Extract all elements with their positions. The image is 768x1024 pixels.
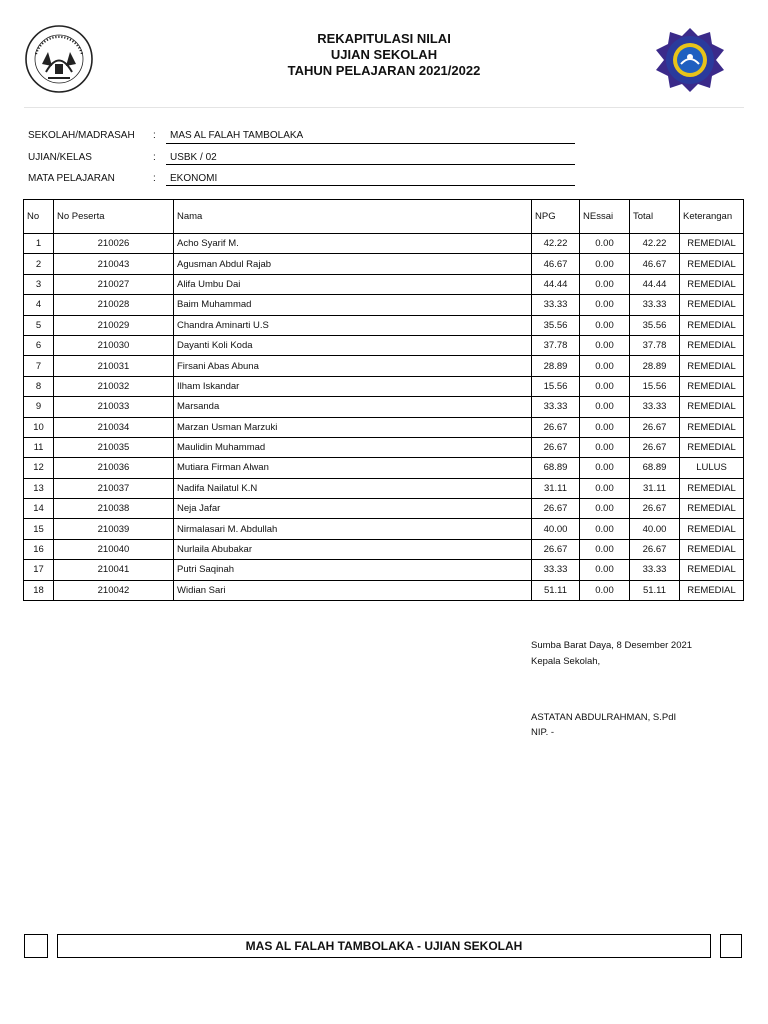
cell-total: 15.56 xyxy=(630,376,680,396)
cell-npg: 46.67 xyxy=(532,254,580,274)
cell-keterangan: REMEDIAL xyxy=(680,295,744,315)
cell-nessai: 0.00 xyxy=(580,295,630,315)
cell-nama: Alifa Umbu Dai xyxy=(174,274,532,294)
cell-npg: 51.11 xyxy=(532,580,580,600)
col-header-no: No xyxy=(24,200,54,234)
col-header-keterangan: Keterangan xyxy=(680,200,744,234)
cell-keterangan: LULUS xyxy=(680,458,744,478)
cell-nama: Nadifa Nailatul K.N xyxy=(174,478,532,498)
cell-nama: Neja Jafar xyxy=(174,499,532,519)
table-row xyxy=(24,335,744,355)
cell-no-peserta: 210036 xyxy=(54,458,174,478)
cell-total: 33.33 xyxy=(630,295,680,315)
cell-npg: 31.11 xyxy=(532,478,580,498)
cell-total: 26.67 xyxy=(630,437,680,457)
cell-no-peserta: 210041 xyxy=(54,560,174,580)
col-header-no-peserta: No Peserta xyxy=(54,200,174,234)
table-row xyxy=(24,580,744,600)
cell-no: 8 xyxy=(24,376,54,396)
cell-no: 15 xyxy=(24,519,54,539)
cell-no-peserta: 210026 xyxy=(54,234,174,254)
cell-no: 5 xyxy=(24,315,54,335)
tut-wuri-handayani-logo xyxy=(24,24,94,94)
cell-no: 13 xyxy=(24,478,54,498)
cell-nessai: 0.00 xyxy=(580,539,630,559)
cell-npg: 40.00 xyxy=(532,519,580,539)
signature-nip: NIP. - xyxy=(531,727,555,738)
school-underline xyxy=(166,143,575,144)
cell-nama: Acho Syarif M. xyxy=(174,234,532,254)
table-row xyxy=(24,315,744,335)
cell-nama: Chandra Aminarti U.S xyxy=(174,315,532,335)
cell-npg: 26.67 xyxy=(532,499,580,519)
cell-npg: 26.67 xyxy=(532,437,580,457)
report-subtitle: UJIAN SEKOLAH xyxy=(330,47,438,62)
cell-total: 42.22 xyxy=(630,234,680,254)
cell-no-peserta: 210027 xyxy=(54,274,174,294)
col-header-nama: Nama xyxy=(174,200,532,234)
exam-label: UJIAN/KELAS xyxy=(28,152,92,163)
exam-value: USBK / 02 xyxy=(170,152,217,163)
school-emblem-logo xyxy=(654,26,726,94)
cell-keterangan: REMEDIAL xyxy=(680,397,744,417)
cell-no-peserta: 210040 xyxy=(54,539,174,559)
cell-nama: Dayanti Koli Koda xyxy=(174,335,532,355)
report-title: REKAPITULASI NILAI xyxy=(317,31,451,46)
cell-nessai: 0.00 xyxy=(580,560,630,580)
signature-role: Kepala Sekolah, xyxy=(531,656,601,667)
footer-title: MAS AL FALAH TAMBOLAKA - UJIAN SEKOLAH xyxy=(57,934,711,958)
cell-keterangan: REMEDIAL xyxy=(680,335,744,355)
cell-nessai: 0.00 xyxy=(580,478,630,498)
cell-no: 14 xyxy=(24,499,54,519)
cell-total: 26.67 xyxy=(630,539,680,559)
cell-nessai: 0.00 xyxy=(580,519,630,539)
exam-colon: : xyxy=(153,152,156,163)
cell-nama: Baim Muhammad xyxy=(174,295,532,315)
table-row xyxy=(24,234,744,254)
cell-keterangan: REMEDIAL xyxy=(680,417,744,437)
cell-nama: Putri Saqinah xyxy=(174,560,532,580)
table-body xyxy=(24,234,744,601)
cell-no: 4 xyxy=(24,295,54,315)
table-row xyxy=(24,499,744,519)
col-header-npg: NPG xyxy=(532,200,580,234)
cell-no: 10 xyxy=(24,417,54,437)
cell-no: 17 xyxy=(24,560,54,580)
cell-keterangan: REMEDIAL xyxy=(680,234,744,254)
cell-npg: 37.78 xyxy=(532,335,580,355)
cell-no: 12 xyxy=(24,458,54,478)
cell-no-peserta: 210039 xyxy=(54,519,174,539)
school-value: MAS AL FALAH TAMBOLAKA xyxy=(170,130,304,141)
cell-npg: 33.33 xyxy=(532,397,580,417)
table-row xyxy=(24,519,744,539)
subject-colon: : xyxy=(153,173,156,184)
cell-keterangan: REMEDIAL xyxy=(680,478,744,498)
cell-total: 33.33 xyxy=(630,397,680,417)
cell-npg: 44.44 xyxy=(532,274,580,294)
cell-keterangan: REMEDIAL xyxy=(680,376,744,396)
cell-nama: Firsani Abas Abuna xyxy=(174,356,532,376)
cell-npg: 33.33 xyxy=(532,295,580,315)
table-row xyxy=(24,274,744,294)
cell-no: 9 xyxy=(24,397,54,417)
cell-nama: Maulidin Muhammad xyxy=(174,437,532,457)
cell-total: 26.67 xyxy=(630,417,680,437)
cell-no: 16 xyxy=(24,539,54,559)
subject-underline xyxy=(166,185,575,186)
cell-nessai: 0.00 xyxy=(580,458,630,478)
cell-no: 18 xyxy=(24,580,54,600)
grades-table xyxy=(23,199,744,601)
col-header-total: Total xyxy=(630,200,680,234)
cell-nessai: 0.00 xyxy=(580,580,630,600)
cell-nama: Nirmalasari M. Abdullah xyxy=(174,519,532,539)
cell-no-peserta: 210043 xyxy=(54,254,174,274)
cell-total: 33.33 xyxy=(630,560,680,580)
cell-nama: Ilham Iskandar xyxy=(174,376,532,396)
cell-nessai: 0.00 xyxy=(580,397,630,417)
cell-npg: 15.56 xyxy=(532,376,580,396)
cell-no-peserta: 210038 xyxy=(54,499,174,519)
cell-no: 7 xyxy=(24,356,54,376)
cell-nama: Marsanda xyxy=(174,397,532,417)
table-row xyxy=(24,539,744,559)
cell-nessai: 0.00 xyxy=(580,234,630,254)
cell-keterangan: REMEDIAL xyxy=(680,539,744,559)
cell-no-peserta: 210037 xyxy=(54,478,174,498)
cell-keterangan: REMEDIAL xyxy=(680,274,744,294)
cell-no-peserta: 210035 xyxy=(54,437,174,457)
table-row xyxy=(24,417,744,437)
cell-no: 11 xyxy=(24,437,54,457)
table-row xyxy=(24,295,744,315)
subject-label: MATA PELAJARAN xyxy=(28,173,115,184)
table-row xyxy=(24,560,744,580)
table-row xyxy=(24,376,744,396)
header-divider xyxy=(24,107,744,108)
cell-nessai: 0.00 xyxy=(580,499,630,519)
cell-npg: 35.56 xyxy=(532,315,580,335)
footer-right-box xyxy=(720,934,742,958)
cell-total: 37.78 xyxy=(630,335,680,355)
school-colon: : xyxy=(153,130,156,141)
table-row xyxy=(24,458,744,478)
cell-no: 1 xyxy=(24,234,54,254)
cell-npg: 33.33 xyxy=(532,560,580,580)
cell-keterangan: REMEDIAL xyxy=(680,437,744,457)
cell-total: 44.44 xyxy=(630,274,680,294)
cell-npg: 68.89 xyxy=(532,458,580,478)
table-header-row xyxy=(24,200,744,234)
cell-no-peserta: 210032 xyxy=(54,376,174,396)
cell-no: 6 xyxy=(24,335,54,355)
cell-nama: Nurlaila Abubakar xyxy=(174,539,532,559)
cell-npg: 28.89 xyxy=(532,356,580,376)
cell-total: 46.67 xyxy=(630,254,680,274)
cell-no-peserta: 210042 xyxy=(54,580,174,600)
cell-keterangan: REMEDIAL xyxy=(680,356,744,376)
cell-nama: Marzan Usman Marzuki xyxy=(174,417,532,437)
cell-total: 35.56 xyxy=(630,315,680,335)
cell-nessai: 0.00 xyxy=(580,437,630,457)
cell-nama: Mutiara Firman Alwan xyxy=(174,458,532,478)
cell-total: 31.11 xyxy=(630,478,680,498)
cell-total: 40.00 xyxy=(630,519,680,539)
table-row xyxy=(24,437,744,457)
cell-nessai: 0.00 xyxy=(580,376,630,396)
cell-no-peserta: 210034 xyxy=(54,417,174,437)
cell-keterangan: REMEDIAL xyxy=(680,519,744,539)
school-label: SEKOLAH/MADRASAH xyxy=(28,130,135,141)
cell-no-peserta: 210028 xyxy=(54,295,174,315)
cell-total: 26.67 xyxy=(630,499,680,519)
cell-nama: Agusman Abdul Rajab xyxy=(174,254,532,274)
subject-value: EKONOMI xyxy=(170,173,218,184)
signature-place-date: Sumba Barat Daya, 8 Desember 2021 xyxy=(531,640,693,651)
cell-keterangan: REMEDIAL xyxy=(680,315,744,335)
cell-no-peserta: 210030 xyxy=(54,335,174,355)
cell-keterangan: REMEDIAL xyxy=(680,254,744,274)
cell-nessai: 0.00 xyxy=(580,335,630,355)
cell-keterangan: REMEDIAL xyxy=(680,560,744,580)
cell-no-peserta: 210033 xyxy=(54,397,174,417)
cell-total: 68.89 xyxy=(630,458,680,478)
exam-underline xyxy=(166,164,575,165)
cell-nessai: 0.00 xyxy=(580,315,630,335)
cell-nama: Widian Sari xyxy=(174,580,532,600)
col-header-nessai: NEssai xyxy=(580,200,630,234)
academic-year: TAHUN PELAJARAN 2021/2022 xyxy=(287,63,481,78)
cell-npg: 26.67 xyxy=(532,539,580,559)
cell-keterangan: REMEDIAL xyxy=(680,580,744,600)
footer-left-box xyxy=(24,934,48,958)
cell-nessai: 0.00 xyxy=(580,417,630,437)
cell-npg: 42.22 xyxy=(532,234,580,254)
cell-keterangan: REMEDIAL xyxy=(680,499,744,519)
signature-name: ASTATAN ABDULRAHMAN, S.PdI xyxy=(531,712,677,723)
cell-total: 51.11 xyxy=(630,580,680,600)
cell-no-peserta: 210031 xyxy=(54,356,174,376)
cell-npg: 26.67 xyxy=(532,417,580,437)
cell-nessai: 0.00 xyxy=(580,254,630,274)
cell-nessai: 0.00 xyxy=(580,274,630,294)
table-row xyxy=(24,478,744,498)
cell-no: 3 xyxy=(24,274,54,294)
cell-no-peserta: 210029 xyxy=(54,315,174,335)
cell-nessai: 0.00 xyxy=(580,356,630,376)
table-row xyxy=(24,397,744,417)
table-row xyxy=(24,254,744,274)
cell-no: 2 xyxy=(24,254,54,274)
table-row xyxy=(24,356,744,376)
cell-total: 28.89 xyxy=(630,356,680,376)
